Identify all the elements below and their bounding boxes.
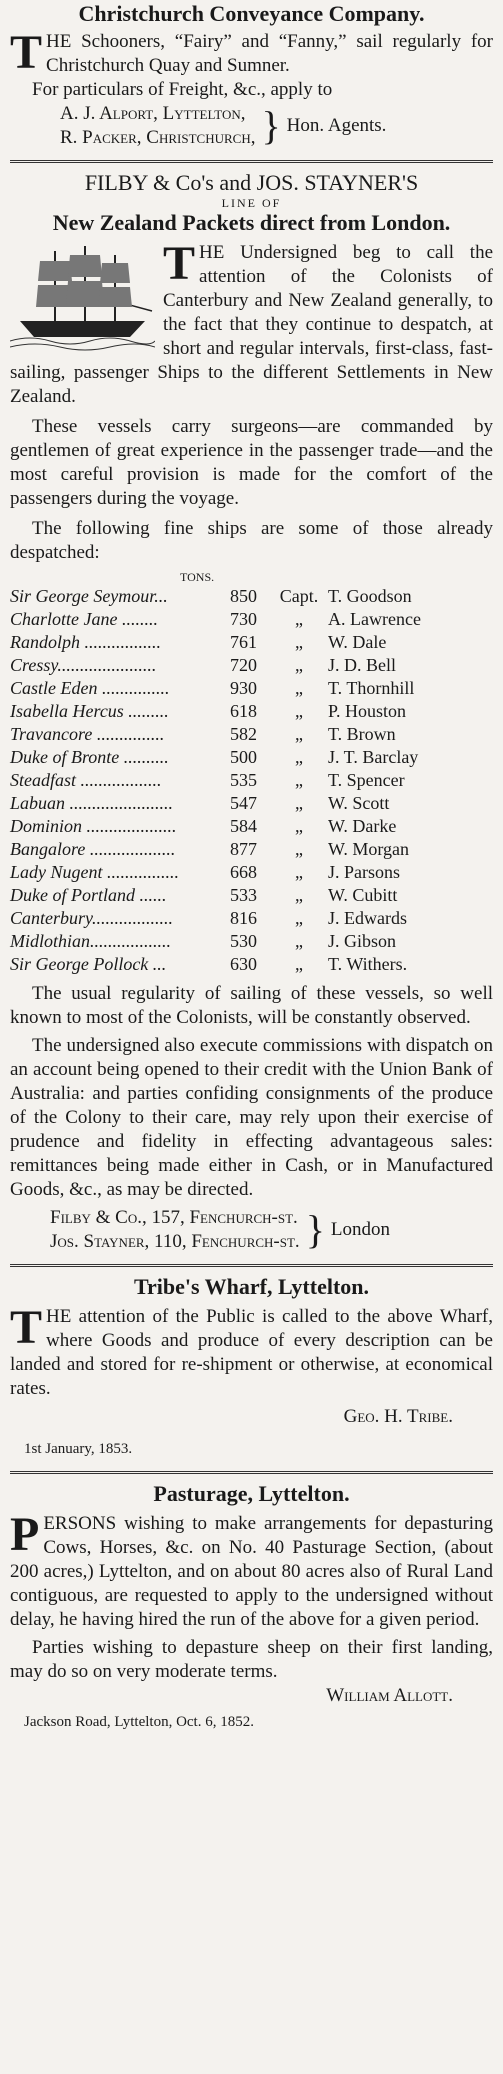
ship-tons: 930 (230, 678, 257, 698)
ship-master: T. Thornhill (328, 678, 415, 698)
ad-particulars: For particulars of Freight, &c., apply to (32, 79, 333, 100)
table-row (10, 746, 493, 769)
ship-capt: „ (295, 701, 303, 721)
ship-tons: 668 (230, 862, 257, 882)
ship-name: Canterbury.................. (10, 908, 174, 928)
ship-tons: 533 (230, 885, 257, 905)
drop-cap: T (10, 26, 43, 79)
ship-capt: „ (295, 839, 303, 859)
ship-name: Steadfast .................. (10, 770, 162, 790)
ship-master: T. Spencer (328, 770, 405, 790)
divider (10, 1471, 493, 1474)
drop-cap: P (10, 1508, 40, 1561)
signature-city: London (330, 1219, 390, 1240)
ad-body: HE attention of the Public is called to the above Wharf, where Goods and produce of every description can be landed and stored for re-shipment or otherwise, at economical rates. (10, 1306, 493, 1399)
divider (10, 1264, 493, 1267)
ship-capt: „ (295, 816, 303, 836)
ship-tons: 816 (230, 908, 257, 928)
ship-master: T. Goodson (328, 586, 412, 606)
ship-master: J. D. Bell (328, 655, 397, 675)
ad-paragraph: The usual regularity of sailing of these vessels, so well known to most of the Colonists, will be constantly observed. (10, 983, 493, 1028)
ship-capt: „ (295, 931, 303, 951)
ad-packet-line (10, 171, 493, 1254)
ad-headline: New Zealand Packets direct from London. (52, 210, 451, 235)
table-row (10, 585, 493, 608)
ship-name: Randolph ................. (10, 632, 161, 652)
ad-paragraph: The undersigned also execute commissions with dispatch on an account being opened to their credit with the Union Bank of Australia: and parties confiding consignments of the produce of the Colony to their care, may rely upon their exercise of prudence and fidelity in effecting advantageous sales: remittances being made either in Cash, or in Manufactured Goods, &c., as may be directed. (10, 1035, 493, 1200)
ad-conveyance-company (10, 2, 493, 150)
ship-capt: „ (295, 747, 303, 767)
drop-cap: T (163, 237, 196, 290)
ship-capt: „ (295, 908, 303, 928)
agent-name: R. Packer, Christchurch, (60, 127, 256, 148)
table-row (10, 884, 493, 907)
ship-capt: „ (295, 862, 303, 882)
signature-block (50, 1206, 493, 1254)
table-row (10, 700, 493, 723)
ad-address: Jackson Road, Lyttelton, Oct. 6, 1852. (24, 1714, 254, 1730)
ship-name: Sir George Pollock ... (10, 954, 167, 974)
ship-master: J. Edwards (328, 908, 407, 928)
ad-title: Christchurch Conveyance Company. (78, 1, 425, 26)
ship-name: Travancore ............... (10, 724, 165, 744)
ships-table (10, 585, 493, 976)
ship-master: W. Morgan (328, 839, 409, 859)
ad-body: HE Schooners, “Fairy” and “Fanny,” sail regularly for Christchurch Quay and Sumner. (46, 31, 493, 76)
ship-master: P. Houston (328, 701, 407, 721)
ship-capt: „ (295, 885, 303, 905)
table-row (10, 792, 493, 815)
ad-intro: HE Undersigned beg to call the attention of the Colonists of Canterbury and New Zealand generally, to the fact that they continue to despatch, at short and regular intervals, first-class, fast-sailing, passenger Ships to the different Settlements in New Zealand. (10, 242, 493, 407)
brace-icon: } (261, 103, 281, 148)
table-row (10, 677, 493, 700)
ship-capt: „ (295, 609, 303, 629)
ship-name: Castle Eden ............... (10, 678, 170, 698)
ship-master: T. Withers. (328, 954, 408, 974)
ship-name: Bangalore ................... (10, 839, 176, 859)
ship-capt: „ (295, 770, 303, 790)
ship-master: T. Brown (328, 724, 396, 744)
ship-capt: „ (295, 793, 303, 813)
table-row (10, 608, 493, 631)
table-row (10, 631, 493, 654)
ship-name: Labuan ....................... (10, 793, 174, 813)
ship-capt: „ (295, 954, 303, 974)
brace-icon: } (305, 1207, 325, 1252)
ship-tons: 720 (230, 655, 257, 675)
signatory: Filby & Co., 157, Fenchurch-st. (50, 1207, 298, 1228)
ship-icon (10, 241, 155, 351)
ad-title: Tribe's Wharf, Lyttelton. (133, 1274, 370, 1299)
table-row (10, 861, 493, 884)
ship-master: W. Scott (328, 793, 390, 813)
ship-name: Sir George Seymour... (10, 586, 168, 606)
ad-pasturage (10, 1482, 493, 1734)
ship-capt: „ (295, 632, 303, 652)
ship-master: J. Parsons (328, 862, 401, 882)
ship-master: J. Gibson (328, 931, 397, 951)
ship-tons: 850 (230, 586, 257, 606)
tons-label: TONS. (180, 570, 215, 584)
ad-signature: William Allott. (326, 1685, 453, 1706)
ship-tons: 877 (230, 839, 257, 859)
table-row (10, 907, 493, 930)
ship-master: W. Darke (328, 816, 397, 836)
ship-tons: 618 (230, 701, 257, 721)
ship-tons: 530 (230, 931, 257, 951)
ship-capt: „ (295, 655, 303, 675)
ship-tons: 500 (230, 747, 257, 767)
ad-paragraph: The following fine ships are some of those already despatched: (10, 518, 493, 563)
table-row (10, 769, 493, 792)
ship-name: Isabella Hercus ......... (10, 701, 169, 721)
ship-capt: „ (295, 678, 303, 698)
ad-signature: Geo. H. Tribe. (343, 1406, 453, 1427)
ad-paragraph: These vessels carry surgeons—are commanded by gentlemen of great experience in the passenger trade—and the most careful provision is made for the comfort of the passengers during the voyage. (10, 416, 493, 509)
ad-subtitle: LINE OF (221, 196, 282, 210)
ship-master: J. T. Barclay (328, 747, 419, 767)
ad-date: 1st January, 1853. (24, 1441, 133, 1457)
ship-name: Duke of Bronte .......... (10, 747, 169, 767)
table-row (10, 654, 493, 677)
ship-capt: „ (295, 724, 303, 744)
signatory: Jos. Stayner, 110, Fenchurch-st. (50, 1231, 300, 1252)
agents-block (60, 102, 493, 150)
ad-title: Pasturage, Lyttelton. (153, 1481, 350, 1506)
ship-name: Cressy...................... (10, 655, 157, 675)
ad-paragraph: Parties wishing to depasture sheep on their first landing, may do so on very moderate terms. (10, 1637, 493, 1682)
agent-name: A. J. Alport, Lyttelton, (60, 103, 246, 124)
ship-master: W. Cubitt (328, 885, 398, 905)
ship-name: Midlothian.................. (10, 931, 171, 951)
table-row (10, 930, 493, 953)
ship-name: Duke of Portland ...... (10, 885, 167, 905)
agents-role: Hon. Agents. (286, 115, 387, 136)
table-row (10, 953, 493, 976)
ad-tribes-wharf (10, 1275, 493, 1461)
ship-tons: 535 (230, 770, 257, 790)
ad-body: ERSONS wishing to make arrangements for depasturing Cows, Horses, &c. on No. 40 Pasturage Section, (about 200 acres,) Lyttelton, and on about 80 acres also of Rural Land contiguous, are requested to apply to the undersigned without delay, he having hired the run of the above for a given period. (10, 1513, 493, 1630)
ship-capt: Capt. (279, 586, 319, 606)
ship-name: Charlotte Jane ........ (10, 609, 158, 629)
table-row (10, 723, 493, 746)
ship-tons: 630 (230, 954, 257, 974)
ship-name: Dominion .................... (10, 816, 177, 836)
ad-title: FILBY & Co's and JOS. STAYNER'S (84, 170, 419, 195)
table-row (10, 838, 493, 861)
newspaper-page (0, 2, 503, 1734)
ship-tons: 547 (230, 793, 257, 813)
table-row (10, 815, 493, 838)
ship-name: Lady Nugent ................ (10, 862, 179, 882)
ship-master: A. Lawrence (328, 609, 421, 629)
drop-cap: T (10, 1301, 43, 1354)
ship-tons: 761 (230, 632, 257, 652)
ship-tons: 584 (230, 816, 257, 836)
divider (10, 160, 493, 163)
ship-tons: 730 (230, 609, 257, 629)
ship-master: W. Dale (328, 632, 387, 652)
ship-tons: 582 (230, 724, 257, 744)
